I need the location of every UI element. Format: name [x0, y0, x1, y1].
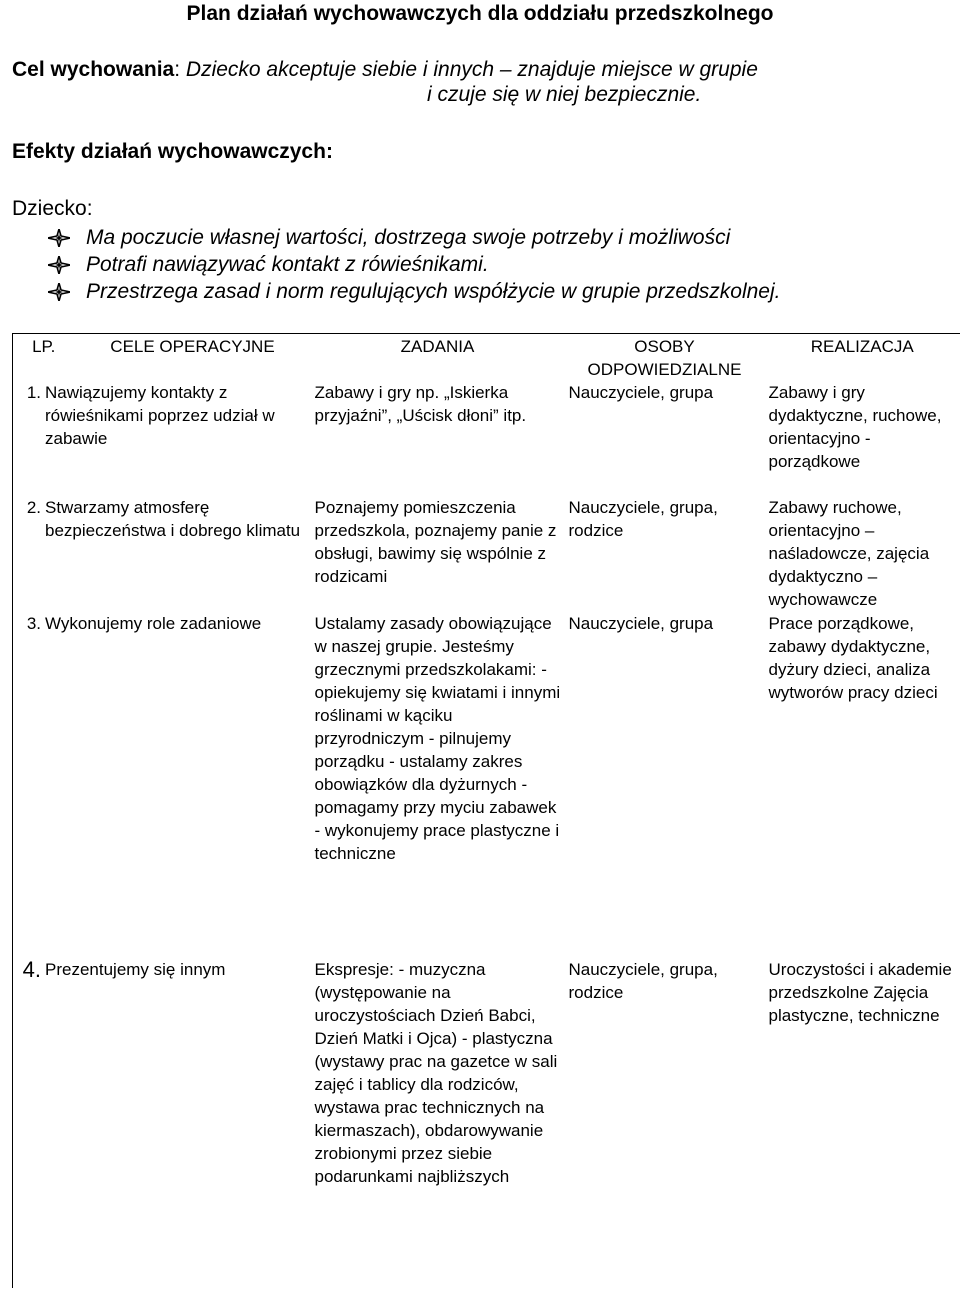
- realization-cell: Uroczystości i akademie przedszkolne Zajęcia plastyczne, techniczne: [765, 958, 960, 1288]
- diamond-star-bullet-icon: [48, 224, 72, 251]
- goal-cell: [13, 612, 311, 958]
- goal-text: Stwarzamy atmosferę bezpieczeństwa i dobrego klimatu: [45, 498, 301, 540]
- plan-table: [12, 333, 960, 1288]
- goal-section: [12, 57, 952, 107]
- goal-colon: :: [174, 58, 181, 81]
- table-row: [13, 612, 960, 958]
- effects-list: [48, 224, 780, 305]
- realization-cell: Zabawy i gry dydaktyczne, ruchowe, orientacyjno - porządkowe: [765, 381, 960, 496]
- row-number: 3.: [26, 614, 41, 633]
- header-goals: CELE OPERACYJNE: [75, 334, 311, 382]
- header-realization: REALIZACJA: [765, 334, 960, 382]
- goal-text-line1: Dziecko akceptuje siebie i innych – znajduje miejsce w grupie: [185, 58, 758, 81]
- effects-heading: Efekty działań wychowawczych:: [12, 140, 333, 163]
- table-row: [13, 381, 960, 496]
- goal-text: Nawiązujemy kontakty z rówieśnikami poprzez udział w zabawie: [45, 383, 275, 448]
- tasks-cell: Ustalamy zasady obowiązujące w naszej grupie. Jesteśmy grzecznymi przedszkolakami: - opiekujemy się kwiatami i innymi roślinami w kąciku przyrodniczym - pilnujemy porządku - ustalamy zakres obowiązków dla dyżurnych - pomagamy przy myciu zabawek - wykonujemy prace plastyczne i techniczne: [314, 614, 561, 863]
- header-responsible: OSOBY ODPOWIEDZIALNE: [565, 334, 765, 382]
- realization-cell: Zabawy ruchowe, orientacyjno – naśladowcze, zajęcia dydaktyczno –wychowawcze: [765, 496, 960, 612]
- header-tasks: ZADANIA: [311, 334, 565, 382]
- goal-text: Prezentujemy się innym: [45, 960, 226, 979]
- responsible-cell: Nauczyciele, grupa: [568, 383, 714, 402]
- diamond-star-bullet-icon: [48, 251, 72, 278]
- bullet-text: Przestrzega zasad i norm regulujących współżycie w grupie przedszkolnej.: [86, 280, 781, 303]
- bullet-text: Ma poczucie własnej wartości, dostrzega swoje potrzeby i możliwości: [86, 226, 731, 249]
- child-label: Dziecko:: [12, 197, 93, 220]
- header-lp: LP.: [13, 334, 75, 382]
- realization-cell: Prace porządkowe, zabawy dydaktyczne, dyżury dzieci, analiza wytworów pracy dzieci: [765, 612, 960, 958]
- bullet-text: Potrafi nawiązywać kontakt z rówieśnikami.: [86, 253, 489, 276]
- row-number: 2.: [26, 498, 41, 517]
- table-row: [13, 496, 960, 612]
- row-number: 4.: [22, 957, 41, 982]
- table-row: [13, 958, 960, 1288]
- goal-text-line2: i czuje się w niej bezpiecznie.: [427, 83, 702, 106]
- list-item: [48, 278, 780, 305]
- goal-text: Wykonujemy role zadaniowe: [45, 614, 262, 633]
- list-item: [48, 224, 780, 251]
- list-item: [48, 251, 780, 278]
- goal-cell: [13, 496, 311, 612]
- goal-cell: [13, 381, 311, 496]
- table-header-row: [13, 334, 960, 382]
- row-number: 1.: [26, 383, 41, 402]
- tasks-cell: Poznajemy pomieszczenia przedszkola, poznajemy panie z obsługi, bawimy się wspólnie z rodzicami: [314, 498, 557, 586]
- tasks-cell: Zabawy i gry np. „Iskierka przyjaźni”, „Uścisk dłoni” itp.: [314, 383, 527, 425]
- diamond-star-bullet-icon: [48, 278, 72, 305]
- goal-label: Cel wychowania: [12, 58, 175, 81]
- responsible-cell: Nauczyciele, grupa, rodzice: [568, 498, 718, 540]
- responsible-cell: Nauczyciele, grupa, rodzice: [568, 960, 718, 1002]
- goal-cell: [13, 958, 311, 1288]
- tasks-cell: Ekspresje: - muzyczna (występowanie na uroczystościach Dzień Babci, Dzień Matki i Ojca) - plastyczna (wystawy prac na gazetce w sali zajęć i tablicy dla rodziców, wystawa prac technicznych na kiermaszach), obdarowywanie zrobionymi przez siebie podarunkami najbliższych: [314, 960, 558, 1186]
- page-title: Plan działań wychowawczych dla oddziału przedszkolnego: [186, 2, 774, 25]
- responsible-cell: Nauczyciele, grupa: [568, 614, 714, 633]
